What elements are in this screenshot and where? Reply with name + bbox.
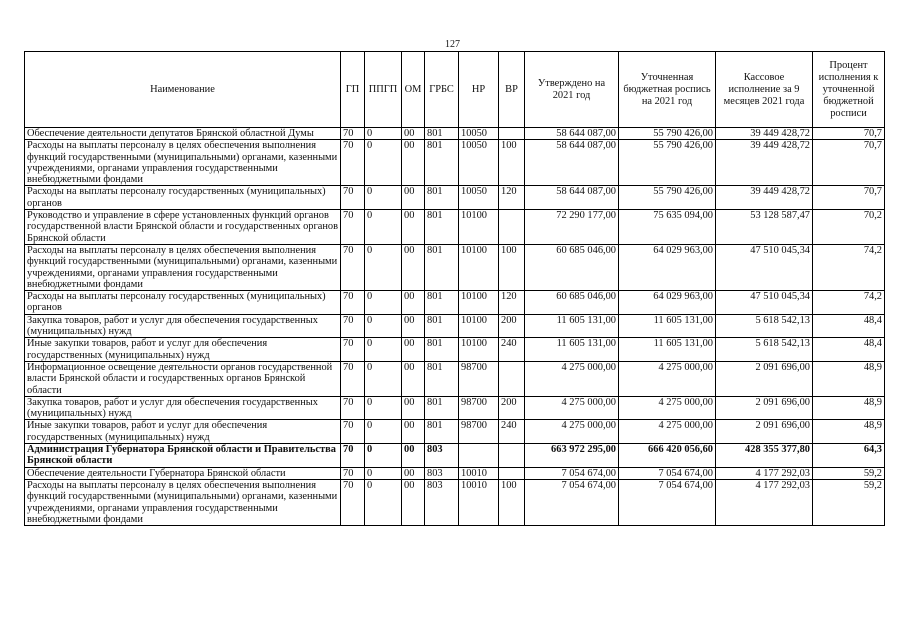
cell-grbs: 801 <box>425 396 459 420</box>
cell-nr: 10100 <box>459 210 499 245</box>
cell-grbs: 803 <box>425 444 459 468</box>
cell-specified: 64 029 963,00 <box>619 244 716 290</box>
table-row <box>25 291 885 315</box>
cell-specified: 7 054 674,00 <box>619 467 716 479</box>
cell-gp: 70 <box>341 140 365 186</box>
cell-specified: 55 790 426,00 <box>619 128 716 140</box>
cell-vr: 100 <box>499 479 525 525</box>
cell-ppgp: 0 <box>365 140 402 186</box>
cell-ppgp: 0 <box>365 444 402 468</box>
cell-nr: 10100 <box>459 244 499 290</box>
table-header-row <box>25 52 885 128</box>
cell-gp: 70 <box>341 396 365 420</box>
cell-name: Расходы на выплаты персоналу государственных (муниципальных) органов <box>25 291 341 315</box>
cell-cash: 428 355 377,80 <box>716 444 813 468</box>
cell-nr <box>459 444 499 468</box>
table-row <box>25 479 885 525</box>
table-row <box>25 210 885 245</box>
cell-om: 00 <box>402 210 425 245</box>
cell-grbs: 801 <box>425 314 459 338</box>
cell-name: Закупка товаров, работ и услуг для обеспечения государственных (муниципальных) нужд <box>25 396 341 420</box>
cell-ppgp: 0 <box>365 314 402 338</box>
cell-grbs: 801 <box>425 291 459 315</box>
cell-vr <box>499 361 525 396</box>
cell-cash: 5 618 542,13 <box>716 314 813 338</box>
cell-cash: 39 449 428,72 <box>716 140 813 186</box>
cell-vr <box>499 444 525 468</box>
table-row <box>25 338 885 362</box>
cell-ppgp: 0 <box>365 396 402 420</box>
cell-om: 00 <box>402 140 425 186</box>
cell-cash: 2 091 696,00 <box>716 420 813 444</box>
cell-nr: 98700 <box>459 396 499 420</box>
cell-specified: 4 275 000,00 <box>619 361 716 396</box>
budget-table <box>24 51 885 526</box>
cell-om: 00 <box>402 479 425 525</box>
cell-vr: 200 <box>499 314 525 338</box>
cell-specified: 55 790 426,00 <box>619 186 716 210</box>
cell-vr: 100 <box>499 244 525 290</box>
cell-om: 00 <box>402 444 425 468</box>
cell-specified: 666 420 056,60 <box>619 444 716 468</box>
table-row <box>25 420 885 444</box>
cell-approved: 4 275 000,00 <box>525 420 619 444</box>
cell-percent: 48,4 <box>813 338 885 362</box>
cell-nr: 98700 <box>459 361 499 396</box>
cell-gp: 70 <box>341 479 365 525</box>
cell-percent: 59,2 <box>813 467 885 479</box>
cell-om: 00 <box>402 314 425 338</box>
cell-cash: 53 128 587,47 <box>716 210 813 245</box>
table-row <box>25 244 885 290</box>
cell-ppgp: 0 <box>365 186 402 210</box>
cell-approved: 58 644 087,00 <box>525 128 619 140</box>
cell-nr: 10010 <box>459 479 499 525</box>
cell-nr: 10050 <box>459 140 499 186</box>
cell-nr: 10050 <box>459 186 499 210</box>
cell-name: Расходы на выплаты персоналу в целях обеспечения выполнения функций государственными (муниципальными) органами, казенными учреждениями, органами управления государственными внебюджетными фондами <box>25 140 341 186</box>
cell-cash: 2 091 696,00 <box>716 396 813 420</box>
cell-cash: 2 091 696,00 <box>716 361 813 396</box>
cell-grbs: 801 <box>425 128 459 140</box>
cell-approved: 7 054 674,00 <box>525 479 619 525</box>
cell-grbs: 803 <box>425 479 459 525</box>
cell-om: 00 <box>402 361 425 396</box>
cell-approved: 4 275 000,00 <box>525 396 619 420</box>
table-row <box>25 314 885 338</box>
cell-gp: 70 <box>341 314 365 338</box>
cell-approved: 11 605 131,00 <box>525 314 619 338</box>
cell-name: Администрация Губернатора Брянской области и Правительства Брянской области <box>25 444 341 468</box>
cell-grbs: 801 <box>425 210 459 245</box>
cell-cash: 47 510 045,34 <box>716 291 813 315</box>
cell-om: 00 <box>402 128 425 140</box>
cell-approved: 663 972 295,00 <box>525 444 619 468</box>
cell-specified: 75 635 094,00 <box>619 210 716 245</box>
cell-vr <box>499 210 525 245</box>
cell-percent: 74,2 <box>813 244 885 290</box>
cell-specified: 11 605 131,00 <box>619 314 716 338</box>
cell-ppgp: 0 <box>365 361 402 396</box>
cell-om: 00 <box>402 244 425 290</box>
cell-ppgp: 0 <box>365 420 402 444</box>
table-row <box>25 186 885 210</box>
header-om: ОМ <box>402 52 425 128</box>
cell-cash: 39 449 428,72 <box>716 186 813 210</box>
cell-grbs: 801 <box>425 244 459 290</box>
cell-ppgp: 0 <box>365 291 402 315</box>
cell-name: Информационное освещение деятельности органов государственной власти Брянской области и государственных органов Брянской области <box>25 361 341 396</box>
table-row <box>25 467 885 479</box>
header-nr: НР <box>459 52 499 128</box>
cell-name: Расходы на выплаты персоналу в целях обеспечения выполнения функций государственными (муниципальными) органами, казенными учреждениями, органами управления государственными внебюджетными фондами <box>25 244 341 290</box>
cell-nr: 10010 <box>459 467 499 479</box>
cell-ppgp: 0 <box>365 338 402 362</box>
cell-vr: 200 <box>499 396 525 420</box>
header-cash: Кассовое исполнение за 9 месяцев 2021 года <box>716 52 813 128</box>
cell-gp: 70 <box>341 444 365 468</box>
header-grbs: ГРБС <box>425 52 459 128</box>
cell-ppgp: 0 <box>365 128 402 140</box>
table-row <box>25 128 885 140</box>
cell-om: 00 <box>402 396 425 420</box>
cell-percent: 48,9 <box>813 396 885 420</box>
cell-vr: 120 <box>499 186 525 210</box>
cell-grbs: 801 <box>425 140 459 186</box>
cell-gp: 70 <box>341 244 365 290</box>
cell-grbs: 801 <box>425 361 459 396</box>
cell-gp: 70 <box>341 128 365 140</box>
table-row <box>25 140 885 186</box>
cell-percent: 59,2 <box>813 479 885 525</box>
cell-ppgp: 0 <box>365 479 402 525</box>
cell-name: Обеспечение деятельности Губернатора Брянской области <box>25 467 341 479</box>
header-vr: ВР <box>499 52 525 128</box>
cell-vr: 240 <box>499 338 525 362</box>
cell-percent: 48,9 <box>813 361 885 396</box>
cell-grbs: 803 <box>425 467 459 479</box>
cell-gp: 70 <box>341 210 365 245</box>
cell-percent: 48,9 <box>813 420 885 444</box>
cell-percent: 70,7 <box>813 128 885 140</box>
cell-percent: 48,4 <box>813 314 885 338</box>
cell-cash: 5 618 542,13 <box>716 338 813 362</box>
cell-vr <box>499 467 525 479</box>
cell-approved: 11 605 131,00 <box>525 338 619 362</box>
cell-gp: 70 <box>341 186 365 210</box>
cell-grbs: 801 <box>425 420 459 444</box>
cell-nr: 10100 <box>459 338 499 362</box>
cell-grbs: 801 <box>425 186 459 210</box>
cell-om: 00 <box>402 467 425 479</box>
cell-vr: 240 <box>499 420 525 444</box>
cell-name: Обеспечение деятельности депутатов Брянской областной Думы <box>25 128 341 140</box>
cell-approved: 58 644 087,00 <box>525 140 619 186</box>
table-row <box>25 396 885 420</box>
header-name: Наименование <box>25 52 341 128</box>
cell-gp: 70 <box>341 467 365 479</box>
cell-om: 00 <box>402 186 425 210</box>
cell-cash: 4 177 292,03 <box>716 479 813 525</box>
cell-vr <box>499 128 525 140</box>
cell-name: Расходы на выплаты персоналу государственных (муниципальных) органов <box>25 186 341 210</box>
table-row <box>25 361 885 396</box>
cell-name: Иные закупки товаров, работ и услуг для обеспечения государственных (муниципальных) нужд <box>25 338 341 362</box>
cell-nr: 10050 <box>459 128 499 140</box>
page-number: 127 <box>445 39 460 50</box>
cell-approved: 60 685 046,00 <box>525 244 619 290</box>
cell-gp: 70 <box>341 338 365 362</box>
cell-gp: 70 <box>341 420 365 444</box>
cell-specified: 4 275 000,00 <box>619 396 716 420</box>
cell-specified: 4 275 000,00 <box>619 420 716 444</box>
header-gp: ГП <box>341 52 365 128</box>
cell-ppgp: 0 <box>365 244 402 290</box>
cell-om: 00 <box>402 420 425 444</box>
cell-specified: 11 605 131,00 <box>619 338 716 362</box>
cell-approved: 58 644 087,00 <box>525 186 619 210</box>
cell-specified: 64 029 963,00 <box>619 291 716 315</box>
cell-cash: 47 510 045,34 <box>716 244 813 290</box>
cell-om: 00 <box>402 338 425 362</box>
cell-percent: 70,2 <box>813 210 885 245</box>
cell-gp: 70 <box>341 291 365 315</box>
cell-percent: 70,7 <box>813 140 885 186</box>
cell-percent: 74,2 <box>813 291 885 315</box>
header-ppgp: ППГП <box>365 52 402 128</box>
cell-om: 00 <box>402 291 425 315</box>
cell-cash: 4 177 292,03 <box>716 467 813 479</box>
cell-name: Закупка товаров, работ и услуг для обеспечения государственных (муниципальных) нужд <box>25 314 341 338</box>
cell-percent: 64,3 <box>813 444 885 468</box>
cell-vr: 100 <box>499 140 525 186</box>
cell-ppgp: 0 <box>365 210 402 245</box>
cell-specified: 55 790 426,00 <box>619 140 716 186</box>
cell-vr: 120 <box>499 291 525 315</box>
cell-approved: 72 290 177,00 <box>525 210 619 245</box>
cell-approved: 7 054 674,00 <box>525 467 619 479</box>
header-percent: Процент исполнения к уточненной бюджетной росписи <box>813 52 885 128</box>
cell-approved: 4 275 000,00 <box>525 361 619 396</box>
header-specified: Уточненная бюджетная роспись на 2021 год <box>619 52 716 128</box>
cell-gp: 70 <box>341 361 365 396</box>
cell-nr: 10100 <box>459 314 499 338</box>
cell-grbs: 801 <box>425 338 459 362</box>
cell-percent: 70,7 <box>813 186 885 210</box>
cell-specified: 7 054 674,00 <box>619 479 716 525</box>
cell-nr: 98700 <box>459 420 499 444</box>
cell-approved: 60 685 046,00 <box>525 291 619 315</box>
cell-cash: 39 449 428,72 <box>716 128 813 140</box>
cell-name: Иные закупки товаров, работ и услуг для обеспечения государственных (муниципальных) нужд <box>25 420 341 444</box>
table-body <box>25 128 885 526</box>
cell-nr: 10100 <box>459 291 499 315</box>
header-approved: Утверждено на 2021 год <box>525 52 619 128</box>
cell-ppgp: 0 <box>365 467 402 479</box>
cell-name: Руководство и управление в сфере установленных функций органов государственной власти Брянской области и государственных органов Брянской области <box>25 210 341 245</box>
cell-name: Расходы на выплаты персоналу в целях обеспечения выполнения функций государственными (муниципальными) органами, казенными учреждениями, органами управления государственными внебюджетными фондами <box>25 479 341 525</box>
table-row <box>25 444 885 468</box>
